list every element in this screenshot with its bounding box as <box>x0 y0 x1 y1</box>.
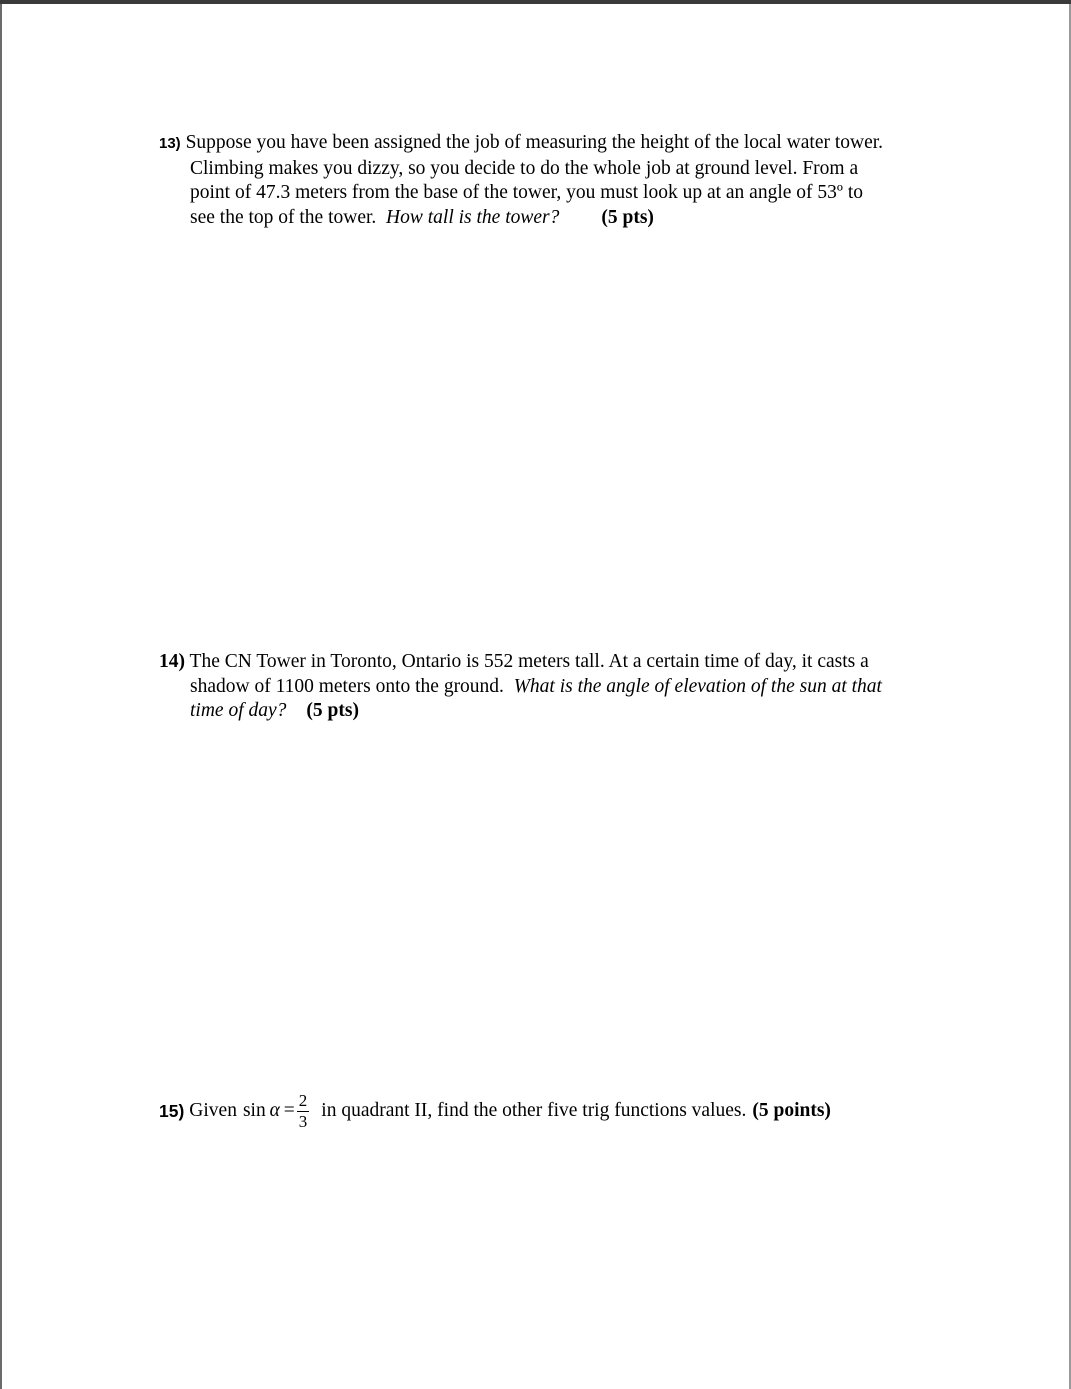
sine-expression <box>243 1099 295 1124</box>
page-top-border <box>0 0 1071 4</box>
problem-14-line-2 <box>159 675 949 700</box>
problem-13 <box>159 131 949 230</box>
problem-13-line-3: point of 47.3 meters from the base of the tower, you must look up at an angle of 53º to <box>190 182 863 203</box>
problem-13-points: (5 pts) <box>601 206 654 228</box>
sine-label: sin <box>242 1100 266 1122</box>
problem-14-number: 14) <box>159 651 185 672</box>
equals-sign: = <box>283 1100 295 1122</box>
problem-14-question-1: What is the angle of elevation of the sun at that <box>513 675 882 697</box>
problem-14-text-2: shadow of 1100 meters onto the ground. <box>190 675 504 697</box>
problem-13-number: 13) <box>159 135 181 152</box>
problem-14-line-1 <box>159 650 949 675</box>
problem-15-number: 15) <box>159 1101 185 1122</box>
problem-13-text-1: Suppose you have been assigned the job of measuring the height of the local water tower. <box>185 132 884 153</box>
page-left-border <box>0 4 2 1389</box>
problem-14-text-1: The CN Tower in Toronto, Ontario is 552 meters tall. At a certain time of day, it casts a <box>189 651 869 672</box>
problem-13-line-2: Climbing makes you dizzy, so you decide to do the whole job at ground level. From a <box>190 157 859 179</box>
fraction-denominator: 3 <box>298 1112 308 1131</box>
problem-14-line-3 <box>159 699 949 724</box>
problem-15-given: Given <box>189 1100 237 1122</box>
problem-13-line-1 <box>159 131 949 157</box>
problem-14-question-2: time of day? <box>190 700 287 721</box>
alpha-symbol: α <box>269 1100 280 1122</box>
fraction-numerator: 2 <box>298 1091 308 1110</box>
problem-15-text: in quadrant II, find the other five trig functions values. <box>321 1100 747 1122</box>
problem-14 <box>159 650 949 724</box>
problem-13-question: How tall is the tower? <box>386 206 560 228</box>
fraction-two-thirds <box>297 1092 310 1131</box>
problem-15-points: (5 points) <box>752 1100 831 1122</box>
problem-13-line-4 <box>159 206 949 231</box>
problem-14-points: (5 pts) <box>306 700 359 721</box>
problem-13-text-4: see the top of the tower. <box>190 206 377 228</box>
problem-15 <box>159 1092 949 1131</box>
